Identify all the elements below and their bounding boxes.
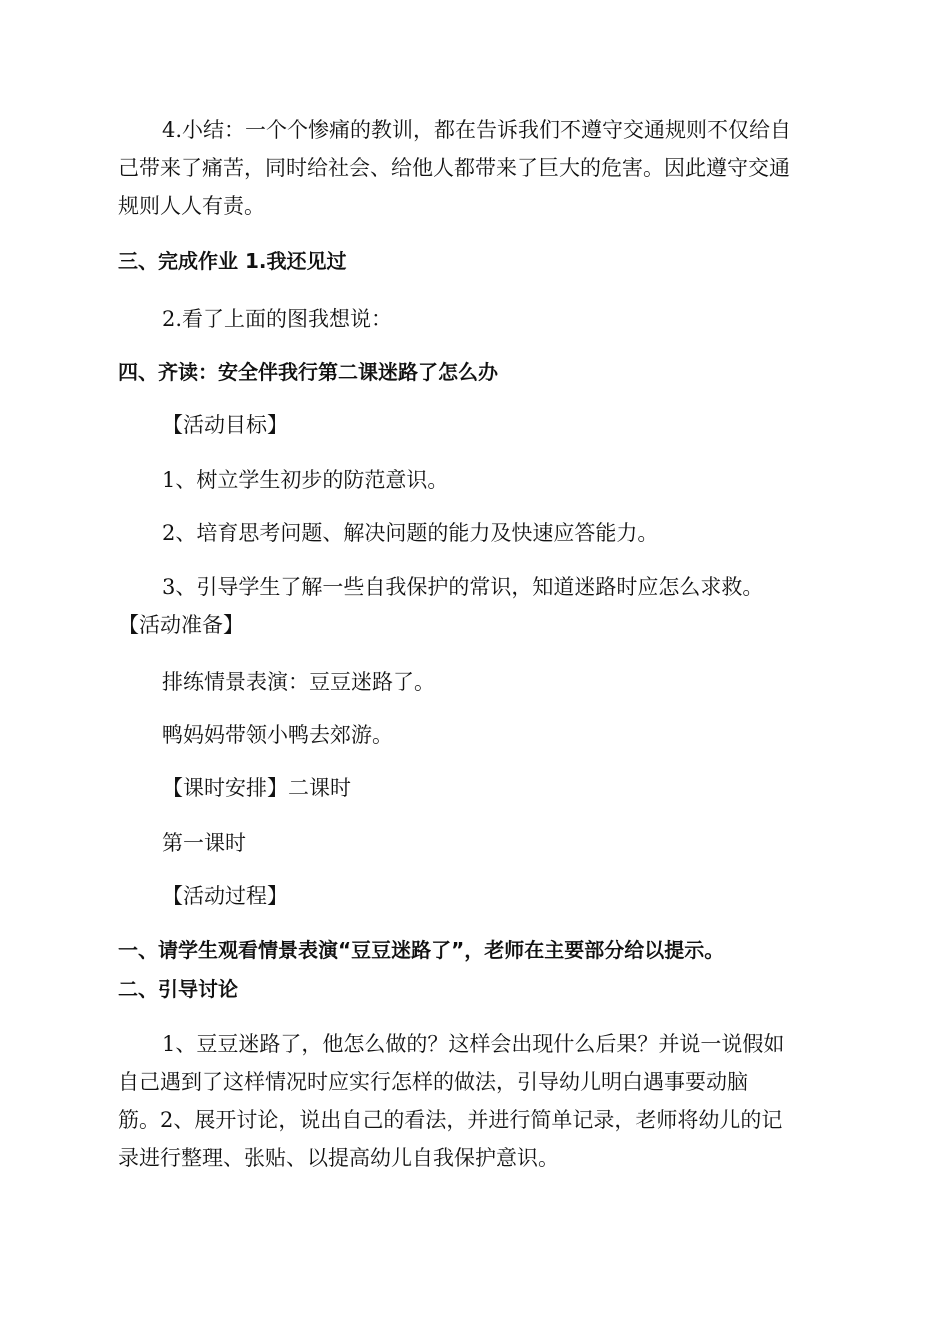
discussion-line-3: 筋。2、展开讨论，说出自己的看法，并进行简单记录，老师将幼儿的记 xyxy=(118,1108,783,1132)
discussion-line-2: 自己遇到了这样情况时应实行怎样的做法，引导幼儿明白遇事要动脑 xyxy=(118,1070,748,1094)
summary-line-1: 4.小结：一个个惨痛的教训，都在告诉我们不遵守交通规则不仅给自 xyxy=(162,118,792,142)
prep-item-2: 鸭妈妈带领小鸭去郊游。 xyxy=(162,723,393,747)
activity-prep-title: 【活动准备】 xyxy=(118,613,244,637)
activity-goals-title: 【活动目标】 xyxy=(162,413,288,437)
process-step-2: 二、引导讨论 xyxy=(118,977,238,1001)
summary-line-2: 己带来了痛苦，同时给社会、给他人都带来了巨大的危害。因此遵守交通 xyxy=(118,156,790,180)
section-heading-4: 四、齐读：安全伴我行第二课迷路了怎么办 xyxy=(118,360,498,384)
goal-item-3: 3、引导学生了解一些自我保护的常识，知道迷路时应怎么求救。 xyxy=(162,575,764,599)
activity-process-title: 【活动过程】 xyxy=(162,884,288,908)
lesson-one-label: 第一课时 xyxy=(162,831,246,855)
discussion-line-4: 录进行整理、张贴、以提高幼儿自我保护意识。 xyxy=(118,1146,559,1170)
schedule-line: 【课时安排】二课时 xyxy=(162,776,351,800)
goal-item-1: 1、树立学生初步的防范意识。 xyxy=(162,468,449,492)
homework-item-2: 2.看了上面的图我想说： xyxy=(162,307,393,331)
discussion-line-1: 1、豆豆迷路了，他怎么做的？这样会出现什么后果？并说一说假如 xyxy=(162,1032,785,1056)
summary-line-3: 规则人人有责。 xyxy=(118,194,265,218)
process-step-1: 一、请学生观看情景表演“豆豆迷路了”，老师在主要部分给以提示。 xyxy=(118,938,725,962)
prep-item-1: 排练情景表演：豆豆迷路了。 xyxy=(162,670,435,694)
goal-item-2: 2、培育思考问题、解决问题的能力及快速应答能力。 xyxy=(162,521,659,545)
section-heading-3: 三、完成作业 1.我还见过 xyxy=(118,249,347,273)
